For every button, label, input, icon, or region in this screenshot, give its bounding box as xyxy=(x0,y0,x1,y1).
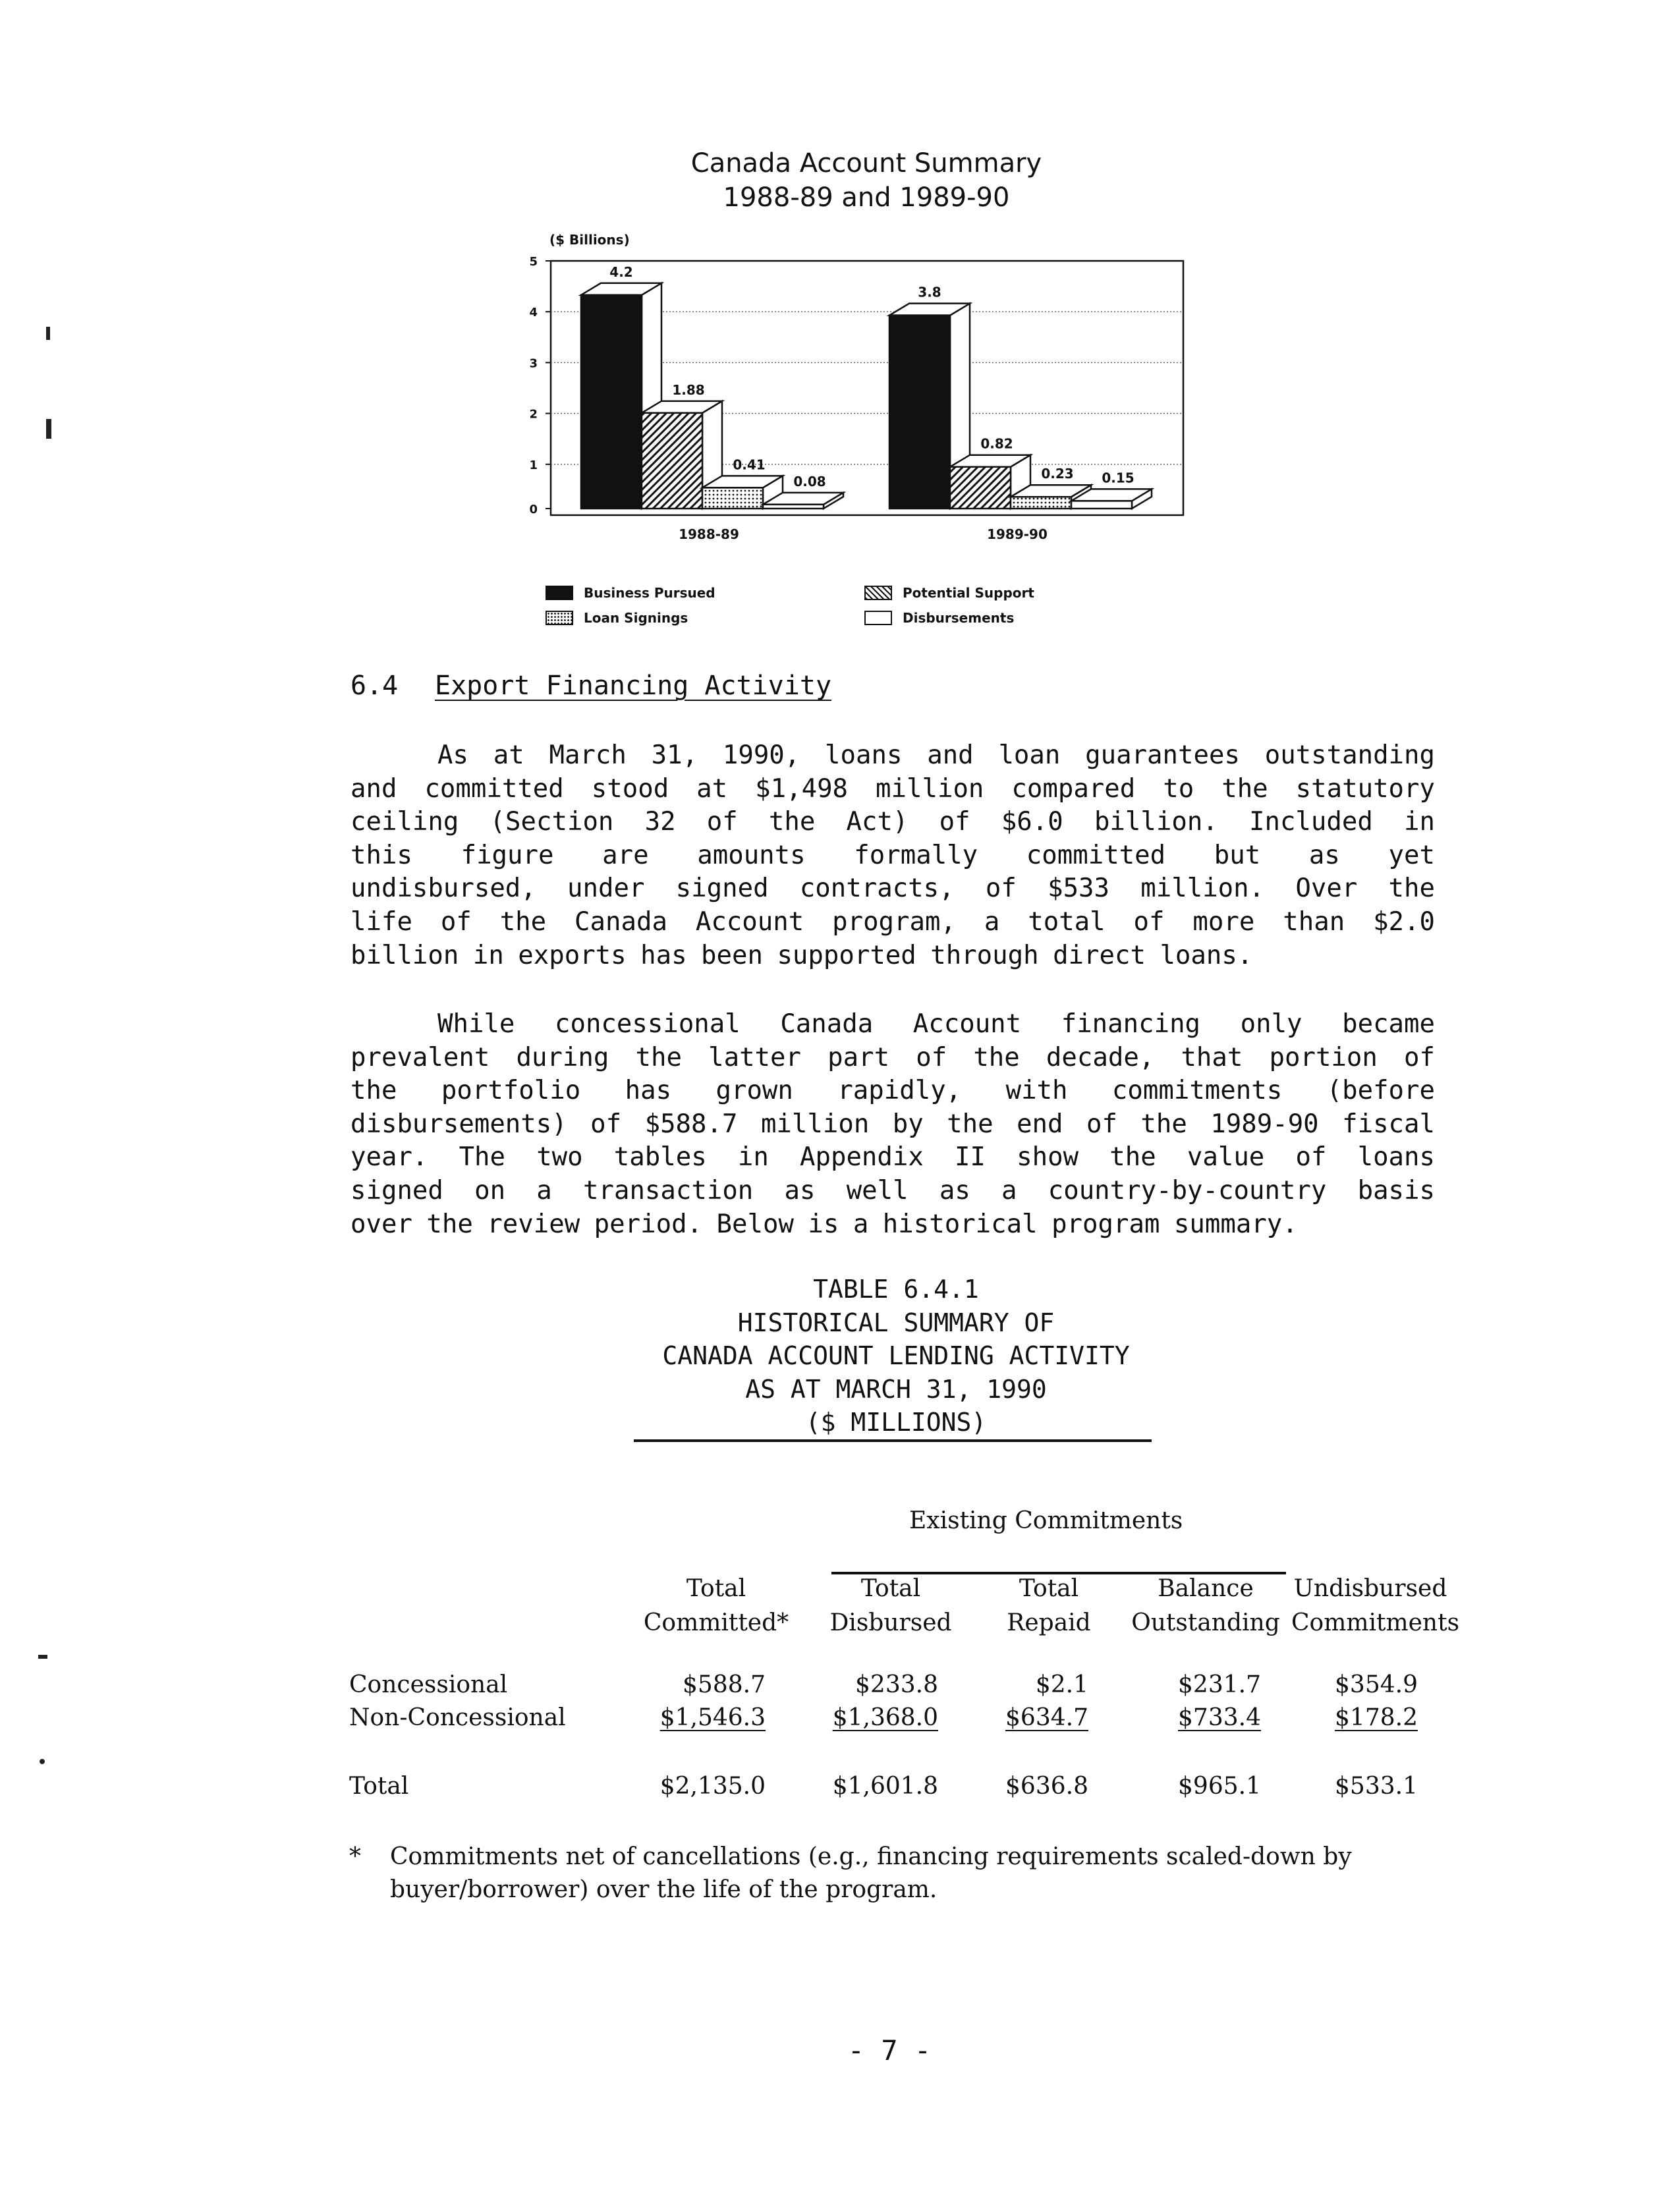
column-header-line: Disbursed xyxy=(829,1609,952,1636)
legend-label: Business Pursued xyxy=(584,585,715,601)
footnote-line: buyer/borrower) over the life of the program. xyxy=(390,1876,938,1903)
legend-label: Loan Signings xyxy=(584,610,688,626)
paragraph-1 xyxy=(350,739,1435,972)
bar-value-label: 0.23 xyxy=(1041,466,1074,482)
row-label-concessional: Concessional xyxy=(349,1671,508,1698)
paragraph-line: the portfolio has grown rapidly, with commitments (before xyxy=(350,1076,1435,1106)
paragraph-line: over the review period. Below is a historical program summary. xyxy=(350,1209,1298,1239)
table-cell: $354.9 xyxy=(1335,1671,1418,1698)
table-cell: $178.2 xyxy=(1335,1704,1418,1731)
bar-value-label: 3.8 xyxy=(918,284,941,300)
paragraph-line: prevalent during the latter part of the decade, that portion of xyxy=(350,1042,1435,1072)
table-title-line: HISTORICAL SUMMARY OF xyxy=(737,1308,1055,1337)
scan-artifact xyxy=(38,1655,47,1659)
table-cell: $231.7 xyxy=(1178,1671,1261,1698)
table-heading xyxy=(0,1273,1680,1439)
paragraph-2 xyxy=(350,1008,1435,1241)
section-number: 6.4 xyxy=(350,671,399,701)
chart-title xyxy=(0,146,1680,215)
section-title: Export Financing Activity xyxy=(435,671,832,701)
legend-label: Disbursements xyxy=(903,610,1015,626)
paragraph-line: As at March 31, 1990, loans and loan guarantees outstanding xyxy=(437,740,1435,770)
scan-artifact xyxy=(46,419,51,439)
table-cell: $1,368.0 xyxy=(832,1704,938,1731)
legend-item-disbursements xyxy=(864,610,1014,626)
y-tick-label: 2 xyxy=(529,407,538,422)
chart-title-line1: Canada Account Summary xyxy=(690,148,1042,179)
column-header-line: Commitments xyxy=(1291,1609,1460,1636)
table-cell: $233.8 xyxy=(855,1671,938,1698)
y-tick-label: 4 xyxy=(529,306,538,320)
legend-item-business-pursued xyxy=(546,585,715,601)
legend-swatch-solid xyxy=(546,586,573,600)
x-category-label: 1989-90 xyxy=(987,526,1048,542)
bar-front xyxy=(950,467,1011,509)
table-cell: $588.7 xyxy=(683,1671,766,1698)
paragraph-line: undisbursed, under signed contracts, of $533 million. Over the xyxy=(350,874,1435,904)
column-header-undisbursed-commitments xyxy=(1291,1572,1460,1640)
table-cell: $634.7 xyxy=(1005,1704,1088,1731)
table-cell: $1,546.3 xyxy=(659,1704,766,1731)
column-header-line: Outstanding xyxy=(1131,1609,1280,1636)
column-header-line: Committed* xyxy=(643,1609,789,1636)
legend-item-potential-support xyxy=(864,585,1034,601)
bar-front xyxy=(1011,497,1071,509)
footnote-marker: * xyxy=(349,1843,361,1870)
y-axis-unit-label: ($ Billions) xyxy=(549,232,630,248)
bar-value-label: 0.82 xyxy=(980,435,1013,452)
legend-swatch-white xyxy=(864,611,892,625)
bar-front xyxy=(581,295,642,509)
column-header-total-committed xyxy=(627,1572,805,1640)
existing-commitments-header: Existing Commitments xyxy=(909,1507,1183,1534)
table-cell: $2,135.0 xyxy=(659,1773,766,1800)
chart-legend xyxy=(546,585,1138,638)
paragraph-line: disbursements) of $588.7 million by the end of the 1989-90 fiscal xyxy=(350,1109,1435,1139)
table-number: TABLE 6.4.1 xyxy=(813,1275,979,1304)
page-number: - 7 - xyxy=(847,2034,932,2067)
column-header-line: Undisbursed xyxy=(1293,1575,1447,1602)
column-header-total-repaid xyxy=(983,1572,1115,1640)
y-tick-label: 0 xyxy=(529,503,538,516)
scan-artifact xyxy=(40,1759,45,1764)
chart-title-line2: 1988-89 and 1989-90 xyxy=(723,182,1010,213)
legend-label: Potential Support xyxy=(903,585,1034,601)
bar-value-label: 1.88 xyxy=(672,381,705,398)
x-category-label: 1988-89 xyxy=(679,526,739,542)
legend-item-loan-signings xyxy=(546,610,688,626)
table-cell: $2.1 xyxy=(1035,1671,1088,1698)
table-cell: $636.8 xyxy=(1005,1773,1088,1800)
paragraph-line: signed on a transaction as well as a country-by-country basis xyxy=(350,1175,1435,1206)
table-title-line: AS AT MARCH 31, 1990 xyxy=(745,1374,1047,1404)
paragraph-line: ceiling (Section 32 of the Act) of $6.0 billion. Included in xyxy=(350,807,1435,837)
table-cell: $733.4 xyxy=(1178,1704,1261,1731)
bar-value-label: 0.41 xyxy=(733,457,766,473)
table-cell: $1,601.8 xyxy=(832,1773,938,1800)
bar-front xyxy=(642,413,702,509)
bar-front xyxy=(1071,501,1132,509)
bar-chart xyxy=(514,244,1212,567)
table-heading-rule xyxy=(634,1439,1152,1442)
bar-front xyxy=(702,487,763,509)
paragraph-line: this figure are amounts formally committed but as yet xyxy=(350,840,1435,870)
footnote-line: Commitments net of cancellations (e.g., financing requirements scaled-down by xyxy=(390,1843,1352,1870)
paragraph-line: year. The two tables in Appendix II show the value of loans xyxy=(350,1142,1435,1173)
bar-front xyxy=(889,316,950,509)
table-cell: $965.1 xyxy=(1178,1773,1261,1800)
row-label-total: Total xyxy=(349,1773,409,1800)
row-label-non-concessional: Non-Concessional xyxy=(349,1704,566,1731)
column-header-line: Balance xyxy=(1158,1575,1254,1602)
table-units: ($ MILLIONS) xyxy=(805,1408,987,1437)
bar-value-label: 4.2 xyxy=(609,264,633,280)
paragraph-line: and committed stood at $1,498 million compared to the statutory xyxy=(350,773,1435,804)
column-header-line: Total xyxy=(860,1575,921,1602)
footnote xyxy=(349,1841,1456,1906)
y-tick-label: 3 xyxy=(529,356,538,371)
bar-value-label: 0.15 xyxy=(1102,470,1134,486)
y-tick-label: 1 xyxy=(529,458,538,472)
legend-swatch-hatch xyxy=(864,586,892,600)
paragraph-line: billion in exports has been supported through direct loans. xyxy=(350,940,1253,970)
legend-swatch-dots xyxy=(546,611,573,625)
y-tick-label: 5 xyxy=(529,255,538,269)
column-header-line: Total xyxy=(1019,1575,1079,1602)
bar-value-label: 0.08 xyxy=(793,473,826,489)
paragraph-line: While concessional Canada Account financing only became xyxy=(437,1009,1435,1039)
scan-artifact xyxy=(46,327,50,340)
column-header-total-disbursed xyxy=(812,1572,970,1640)
table-title-line: CANADA ACCOUNT LENDING ACTIVITY xyxy=(662,1341,1130,1371)
table-cell: $533.1 xyxy=(1335,1773,1418,1800)
column-header-balance-outstanding xyxy=(1120,1572,1291,1640)
paragraph-line: life of the Canada Account program, a total of more than $2.0 xyxy=(350,906,1435,937)
column-header-line: Total xyxy=(686,1575,746,1602)
bar-front xyxy=(763,505,824,509)
column-header-line: Repaid xyxy=(1007,1609,1091,1636)
